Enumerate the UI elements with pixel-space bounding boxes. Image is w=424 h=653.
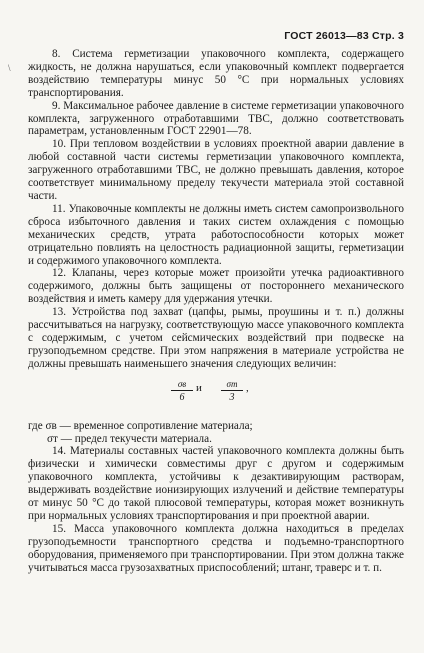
paragraph-11: 11. Упаковочные комплекты не должны иметь систем самопроизвольного сброса избыточного давления и таких систем охлаждения с помощью механических средств, утрата работоспособности которых может отрицательно повлиять на целостность радиационной защиты, герметизации и содержимого упаковочного комплекта.: [28, 202, 404, 267]
formula-denominator-2: 3: [229, 391, 235, 403]
paragraph-12: 12. Клапаны, через которые может произойти утечка радиоактивного содержимого, должны быть защищены от постороннего механического воздействия и иметь камеру для удержания утечки.: [28, 267, 404, 306]
margin-mark: \: [8, 63, 11, 73]
paragraph-9: 9. Максимальное рабочее давление в системе герметизации упаковочного комплекта, загруженного отработавшими ТВС, должно соответствовать параметрам, установленным ГОСТ 22901—78.: [28, 99, 404, 138]
paragraph-8: 8. Система герметизации упаковочного комплекта, содержащего жидкость, не должна нарушаться, если упаковочный комплект подвергается воздействию температуры минус 50 °С при нормальных условиях транспортирования.: [28, 48, 404, 99]
formula-conjunction: и: [196, 381, 202, 394]
paragraph-14: 14. Материалы составных частей упаковочного комплекта должны быть физически и химически совместимы друг с другом и содержимым упаковочного комплекта, устойчивы к дезактивирующим растворам, выдерживать воздействие ионизирующих излучений и действие температуры от минус 50 °С до такой плюсовой температуры, которая может возникнуть при нормальных условиях транспортирования и при проектной аварии.: [28, 445, 404, 522]
formula-trailing-comma: ,: [246, 381, 249, 394]
formula-denominator-1: 6: [179, 391, 185, 403]
definition-ultimate-strength: где σв — временное сопротивление материала;: [28, 419, 253, 432]
paragraph-13: 13. Устройства под захват (цапфы, рымы, проушины и т. п.) должны рассчитываться на нагрузку, соответствующую массе упаковочного комплекта с содержимым, с учетом сейсмических воздействий при подвеске на грузоподъемном средстве. При этом напряжения в материале устройства не должны превышать наименьшего значения следующих величин:: [28, 306, 404, 370]
stress-formula: [28, 378, 404, 414]
paragraph-10: 10. При тепловом воздействии в условиях проектной аварии давление в любой составной части системы герметизации упаковочного комплекта, загруженного отработавшими ТВС, не должно превышать давления, которое соответствует минимальному пределу текучести материала этой составной части.: [28, 138, 404, 202]
fraction-ultimate-strength: [171, 378, 193, 404]
fraction-yield-strength: [221, 378, 243, 404]
formula-numerator-2: σт: [221, 378, 243, 391]
document-body: [28, 48, 404, 575]
page-header: ГОСТ 26013—83 Стр. 3: [284, 30, 404, 42]
paragraph-15: 15. Масса упаковочного комплекта должна находиться в пределах грузоподъемности транспортного средства и подъемно-транспортного оборудования, применяемого при транспортировании. При этом должна также учитываться масса грузозахватных приспособлений; штанг, траверс и т. п.: [28, 522, 404, 574]
definition-yield-strength: σт — предел текучести материала.: [47, 432, 212, 445]
formula-numerator-1: σв: [171, 378, 193, 391]
formula-definitions: [28, 420, 404, 446]
